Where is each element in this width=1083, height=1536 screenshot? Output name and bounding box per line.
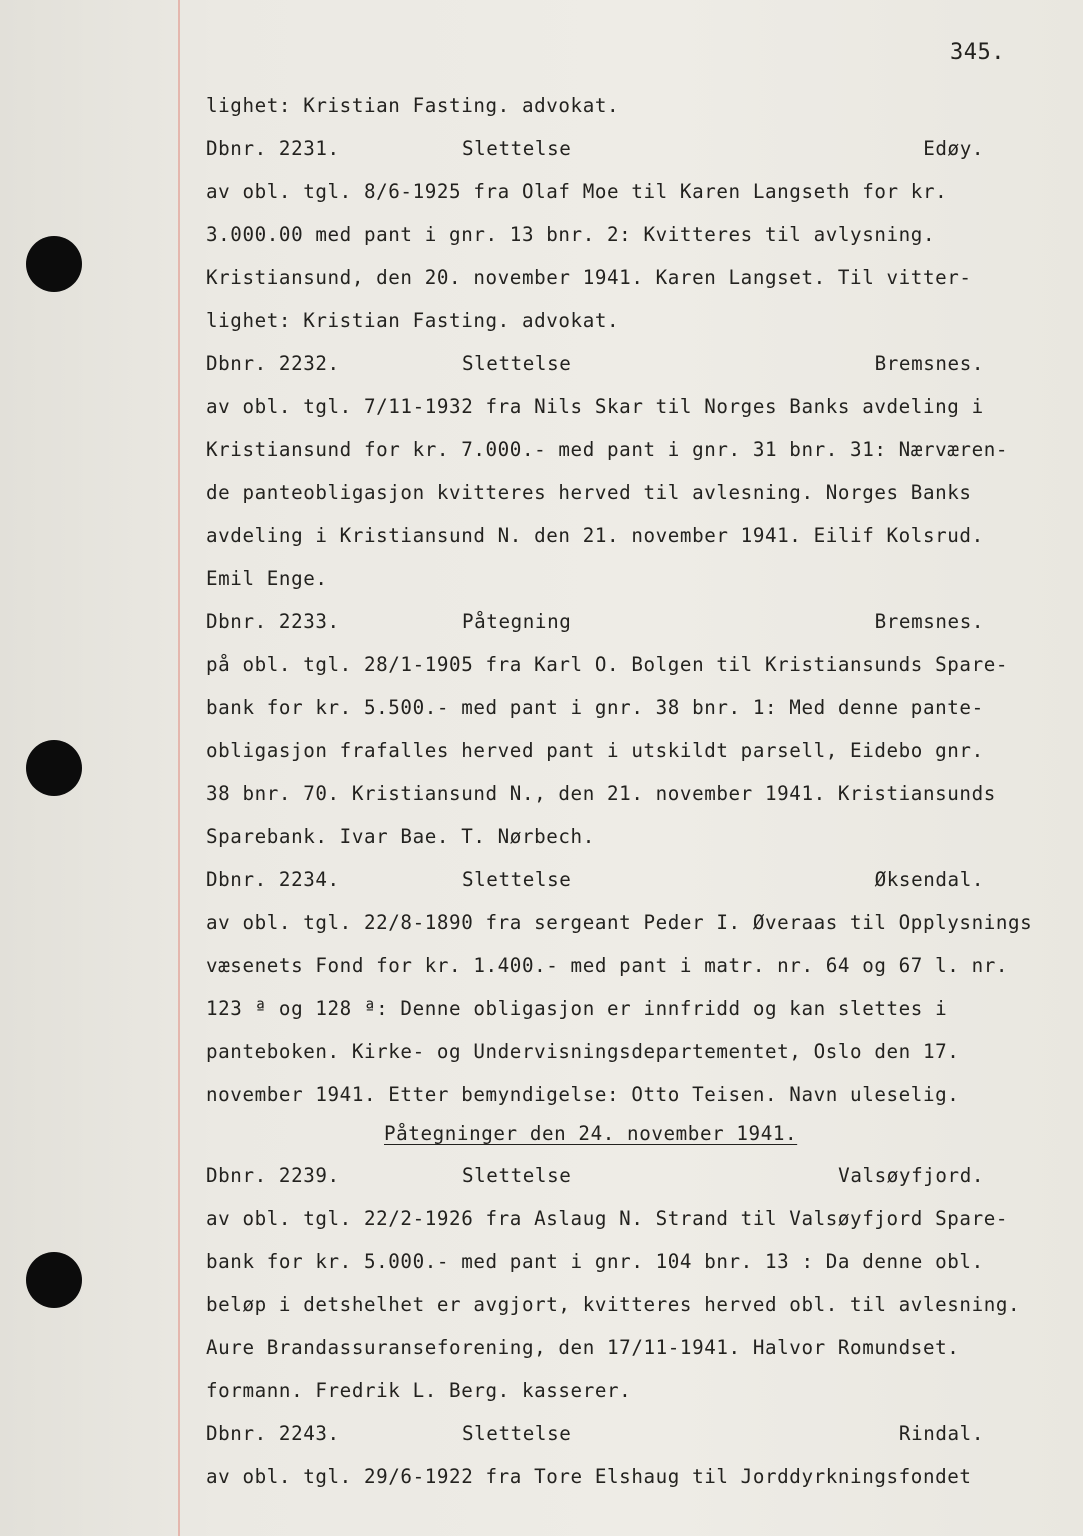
text-line: bank for kr. 5.500.- med pant i gnr. 38 bnr. 1: Med denne pante- [206, 696, 984, 719]
binder-hole-icon [26, 740, 82, 796]
entry-number: Dbnr. 2243. [206, 1422, 340, 1445]
text-line: av obl. tgl. 29/6-1922 fra Tore Elshaug til Jorddyrkningsfondet [206, 1465, 972, 1488]
page-number: 345. [950, 40, 1005, 65]
text-line: på obl. tgl. 28/1-1905 fra Karl O. Bolgen til Kristiansunds Spare- [206, 653, 1009, 676]
text-line: 3.000.00 med pant i gnr. 13 bnr. 2: Kvitteres til avlysning. [206, 223, 936, 246]
text-line: de panteobligasjon kvitteres herved til avlesning. Norges Banks [206, 481, 972, 504]
entry-number: Dbnr. 2232. [206, 352, 340, 375]
text-line: beløp i detshelhet er avgjort, kvitteres herved obl. til avlesning. [206, 1293, 1021, 1316]
entry-kind: Slettelse [462, 352, 572, 375]
text-line: lighet: Kristian Fasting. advokat. [206, 309, 620, 332]
text-line: Kristiansund, den 20. november 1941. Karen Langset. Til vitter- [206, 266, 972, 289]
entry-kind: Slettelse [462, 137, 572, 160]
entry-number: Dbnr. 2239. [206, 1164, 340, 1187]
entry-kind: Påtegning [462, 610, 572, 633]
text-line: Sparebank. Ivar Bae. T. Nørbech. [206, 825, 595, 848]
text-line: av obl. tgl. 22/2-1926 fra Aslaug N. Strand til Valsøyfjord Spare- [206, 1207, 1009, 1230]
entry-place: Øksendal. [874, 868, 984, 891]
entry-place: Bremsnes. [874, 352, 984, 375]
text-line: av obl. tgl. 8/6-1925 fra Olaf Moe til Karen Langseth for kr. [206, 180, 948, 203]
text-line: formann. Fredrik L. Berg. kasserer. [206, 1379, 632, 1402]
text-line: Emil Enge. [206, 567, 328, 590]
entry-number: Dbnr. 2231. [206, 137, 340, 160]
text-line: panteboken. Kirke- og Undervisningsdepartementet, Oslo den 17. [206, 1040, 960, 1063]
entry-kind: Slettelse [462, 1422, 572, 1445]
binder-hole-icon [26, 1252, 82, 1308]
text-line: 123 ª og 128 ª: Denne obligasjon er innfridd og kan slettes i [206, 997, 948, 1020]
text-line: Aure Brandassuranseforening, den 17/11-1941. Halvor Romundset. [206, 1336, 960, 1359]
text-line: av obl. tgl. 22/8-1890 fra sergeant Peder I. Øveraas til Opplysnings [206, 911, 1033, 934]
text-line: obligasjon frafalles herved pant i utskildt parsell, Eidebo gnr. [206, 739, 984, 762]
entry-kind: Slettelse [462, 1164, 572, 1187]
section-heading: Påtegninger den 24. november 1941. [384, 1122, 798, 1145]
text-line: 38 bnr. 70. Kristiansund N., den 21. november 1941. Kristiansunds [206, 782, 996, 805]
text-line: avdeling i Kristiansund N. den 21. november 1941. Eilif Kolsrud. [206, 524, 984, 547]
entry-place: Edøy. [923, 137, 984, 160]
text-line: væsenets Fond for kr. 1.400.- med pant i matr. nr. 64 og 67 l. nr. [206, 954, 1009, 977]
entry-place: Valsøyfjord. [838, 1164, 984, 1187]
margin-rule [178, 0, 180, 1536]
entry-place: Rindal. [898, 1422, 984, 1445]
entry-number: Dbnr. 2233. [206, 610, 340, 633]
text-line: lighet: Kristian Fasting. advokat. [206, 94, 620, 117]
text-line: november 1941. Etter bemyndigelse: Otto Teisen. Navn uleselig. [206, 1083, 960, 1106]
text-line: bank for kr. 5.000.- med pant i gnr. 104 bnr. 13 : Da denne obl. [206, 1250, 984, 1273]
entry-kind: Slettelse [462, 868, 572, 891]
entry-place: Bremsnes. [874, 610, 984, 633]
entry-number: Dbnr. 2234. [206, 868, 340, 891]
text-line: Kristiansund for kr. 7.000.- med pant i gnr. 31 bnr. 31: Nærværen- [206, 438, 1009, 461]
text-line: av obl. tgl. 7/11-1932 fra Nils Skar til Norges Banks avdeling i [206, 395, 984, 418]
binder-hole-icon [26, 236, 82, 292]
